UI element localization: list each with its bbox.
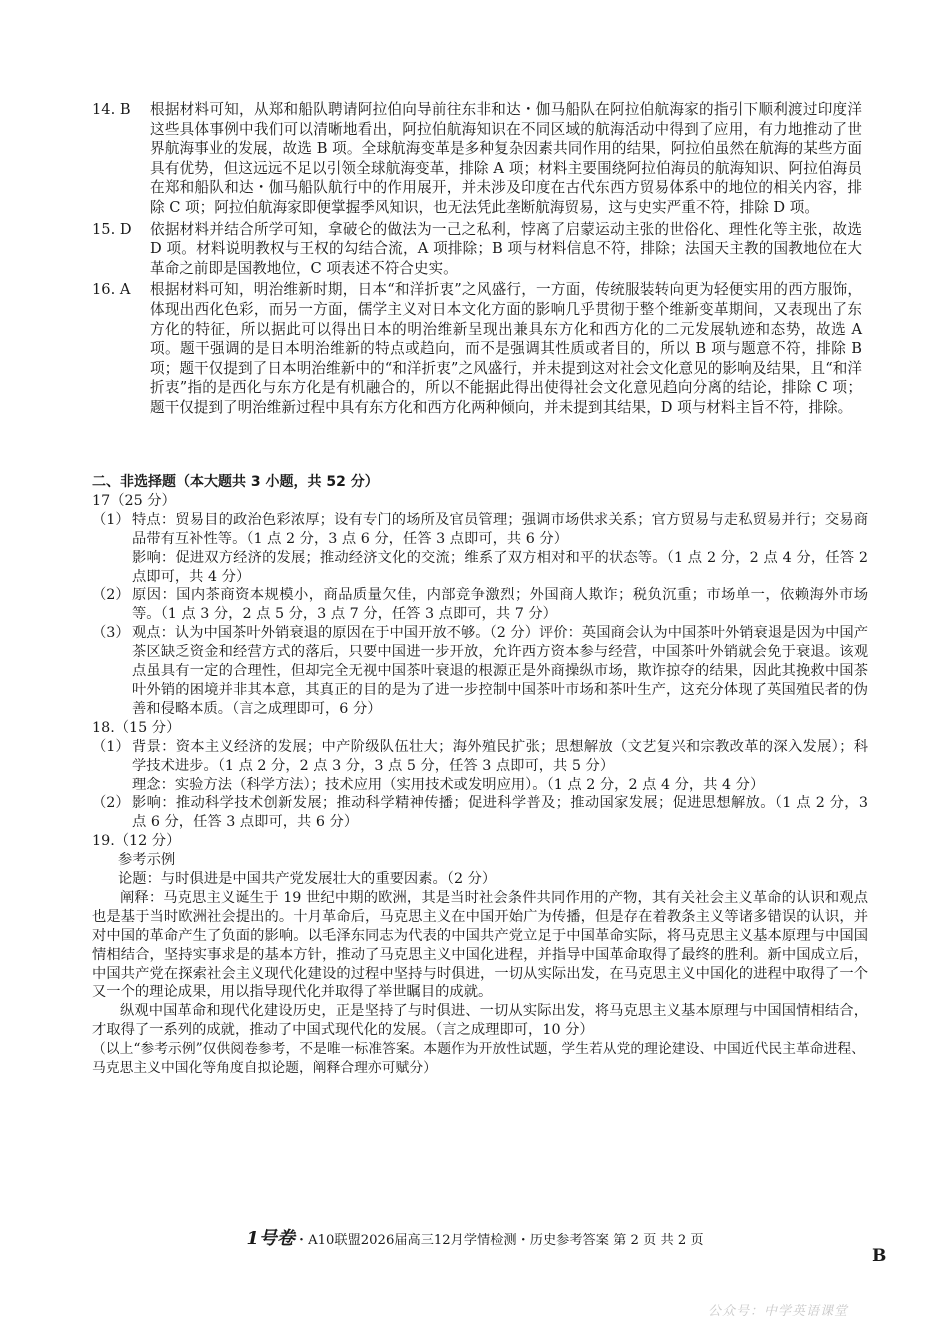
- question-18: [92, 719, 868, 832]
- brand-logo: 1号卷: [246, 1228, 295, 1249]
- grading-note: （以上“参考示例”仅供阅卷参考，不是唯一标准答案。本题作为开放性试题，学生若从党的理论建设、中国近代民主革命进程、马克思主义中国化等角度自拟论题，阐释合理亦可赋分）: [92, 1041, 865, 1077]
- question-part: [92, 624, 868, 719]
- answer-number: 15. D: [92, 220, 132, 238]
- non-choice-section: [92, 473, 868, 1078]
- part-text: 影响：推动科学技术创新发展；推动科学精神传播；促进科学普及；推动国家发展；促进思想解放。（1 点 2 分，3 点 6 分，任答 3 点即可，共 6 分）: [132, 795, 868, 831]
- part-text: 背景：资本主义经济的发展；中产阶级队伍壮大；海外殖民扩张；思想解放（文艺复兴和宗教改革的深入发展）；科学技术进步。（1 点 2 分，2 点 3 分，3 点 5 分，任答 3 点即可，共 5 分）: [132, 738, 868, 774]
- part-text: 影响：促进双方经济的发展；推动经济文化的交流；维系了双方相对和平的状态等。（1 点 2 分，2 点 4 分，任答 2 点即可，共 4 分）: [132, 549, 868, 585]
- section-title: 二、非选择题（本大题共 3 小题，共 52 分）: [92, 474, 379, 490]
- answer-explanation: 根据材料可知，从郑和船队聘请阿拉伯向导前往东非和达・伽马船队在阿拉伯航海家的指引下顺利渡过印度洋这些具体事例中我们可以清晰地看出，阿拉伯航海知识在不同区域的航海活动中得到了应用，有力地推动了世界航海事业的发展，故选 B 项。全球航海变革是多种复杂因素共同作用的结果，阿拉伯虽然在航海的某些方面具有优势，但这远远不足以引领全球航海变革，排除 A 项；材料主要围绕阿拉伯海员的航海知识、阿拉伯海员在郑和船队和达・伽马船队航行中的作用展开，并未涉及印度在古代东西方贸易体系中的地位的相关内容，排除 C 项；阿拉伯航海家即便掌握季风知识，也无法凭此垄断航海贸易，这与史实严重不符，排除 D 项。: [150, 101, 862, 216]
- answer-explanation: 根据材料可知，明治维新时期，日本“和洋折衷”之风盛行，一方面，传统服装转向更为轻便实用的西方服饰，体现出西化色彩，而另一方面，儒学主义对日本文化方面的影响几乎贯彻于整个维新变革期间，又表现出了东方化的特征，所以据此可以得出日本的明治维新呈现出兼具东方化和西方化的二元发展轨迹和态势，故选 A 项。题干强调的是日本明治维新的特点或趋向，而不是强调其性质或者目的，所以 B 项与题意不符，排除 B 项；题干仅提到了日本明治维新中的“和洋折衷”之风盛行，并未提到这对社会文化意见的影响及结果，且“和洋折衷”指的是西化与东方化是有机融合的，所以不能据此得出使得社会文化意见趋向分离的结论，排除 C 项；题干仅提到了明治维新过程中具有东方化和西方化两种倾向，并未提到其结果，D 项与材料主旨不符，排除。: [150, 281, 862, 416]
- footer-text: ・A10联盟2026届高三12月学情检测・历史参考答案 第 2 页 共 2 页: [294, 1233, 704, 1248]
- watermark: 公众号：中学英语课堂: [708, 1304, 849, 1319]
- question-17: [92, 492, 868, 719]
- multiple-choice-answers: [92, 100, 862, 418]
- question-heading: 18.（15 分）: [92, 719, 181, 736]
- conclusion-text: 纵观中国革命和现代化建设历史，正是坚持了与时俱进、一切从实际出发，将马克思主义基本原理与中国国情相结合，才取得了一系列的成就，推动了中国式现代化的发展。（言之成理即可，10 分）: [92, 1003, 868, 1039]
- page-footer: [0, 1224, 950, 1250]
- part-label: （1）: [92, 738, 130, 755]
- page-version-mark: B: [872, 1246, 887, 1266]
- answer-number: 14. B: [92, 101, 131, 118]
- answer-explanation: 依据材料并结合所学可知，拿破仑的做法为一己之私利，悖离了启蒙运动主张的世俗化、理性化等主张，故选 D 项。材料说明教权与王权的勾结合流，A 项排除；B 项与材料信息不符，排除；法国天主教的国教地位在大革命之前即是国教地位，C 项表述不符合史实。: [150, 220, 862, 277]
- question-part: [92, 586, 868, 624]
- part-label: （2）: [92, 587, 130, 604]
- answer-number: 16. A: [92, 281, 131, 299]
- part-text: 原因：国内茶商资本规模小，商品质量欠佳，内部竞争激烈；外国商人欺诈；税负沉重；市场单一，依赖海外市场等。（1 点 3 分，2 点 5 分，3 点 7 分，任答 3 点即可，共 7 分）: [132, 587, 868, 623]
- thesis-text: 论题：与时俱进是中国共产党发展壮大的重要因素。（2 分）: [118, 871, 497, 888]
- explanation-text: 阐释：马克思主义诞生于 19 世纪中期的欧洲，其是当时社会条件共同作用的产物，其有关社会主义革命的认识和观点也是基于当时欧洲社会提出的。十月革命后，马克思主义在中国开始广为传播，但是存在着教条主义等诸多错误的认识，并对中国的革命产生了负面的影响。以毛泽东同志为代表的中国共产党立足于中国革命实际，将马克思主义基本原理与中国国情相结合，坚持实事求是的基本方针，推动了马克思主义中国化进程，并指导中国革命取得了最终的胜利。新中国成立后，中国共产党在探索社会主义现代化建设的过程中坚持与时俱进，一切从实际出发，在马克思主义中国化的进程中取得了一个又一个的理论成果，用以指导现代化并取得了举世瞩目的成就。: [92, 889, 868, 1001]
- part-text: 理念：实验方法（科学方法）；技术应用（实用技术或发明应用）。（1 点 2 分，2 点 4 分，共 4 分）: [132, 776, 765, 793]
- part-label: （1）: [92, 511, 130, 528]
- example-label: 参考示例: [118, 852, 176, 869]
- question-heading: 19.（12 分）: [92, 833, 181, 850]
- part-text: 特点：贸易目的政治色彩浓厚；设有专门的场所及官员管理；强调市场供求关系；官方贸易与走私贸易并行；交易商品带有互补性等。（1 点 2 分，3 点 6 分，任答 3 点即可，共 6 分）: [132, 511, 868, 547]
- question-heading: 17（25 分）: [92, 492, 176, 509]
- part-label: （2）: [92, 795, 130, 812]
- part-label: （3）: [92, 625, 130, 642]
- question-19: [92, 832, 868, 1078]
- question-part: [92, 794, 868, 832]
- question-part: [92, 738, 868, 776]
- answer-item-14: [92, 100, 862, 218]
- question-part: [92, 511, 868, 549]
- answer-item-15: [92, 220, 862, 279]
- answer-item-16: [92, 280, 862, 417]
- part-text: 观点：认为中国茶叶外销衰退的原因在于中国开放不够。（2 分）评价：英国商会认为中国茶叶外销衰退是因为中国产茶区缺乏资金和经营方式的落后，只要中国进一步开放，允许西方资本参与经营，中国茶叶外销就会免于衰退。该观点虽具有一定的合理性，但却完全无视中国茶叶衰退的根源正是外商操纵市场，欺诈掠夺的结果，因此其挽救中国茶叶外销的困境并非其本意，其真正的目的是为了进一步控制中国茶叶市场和茶叶生产，这充分体现了英国殖民者的伪善和侵略本质。（言之成理即可，6 分）: [132, 625, 868, 717]
